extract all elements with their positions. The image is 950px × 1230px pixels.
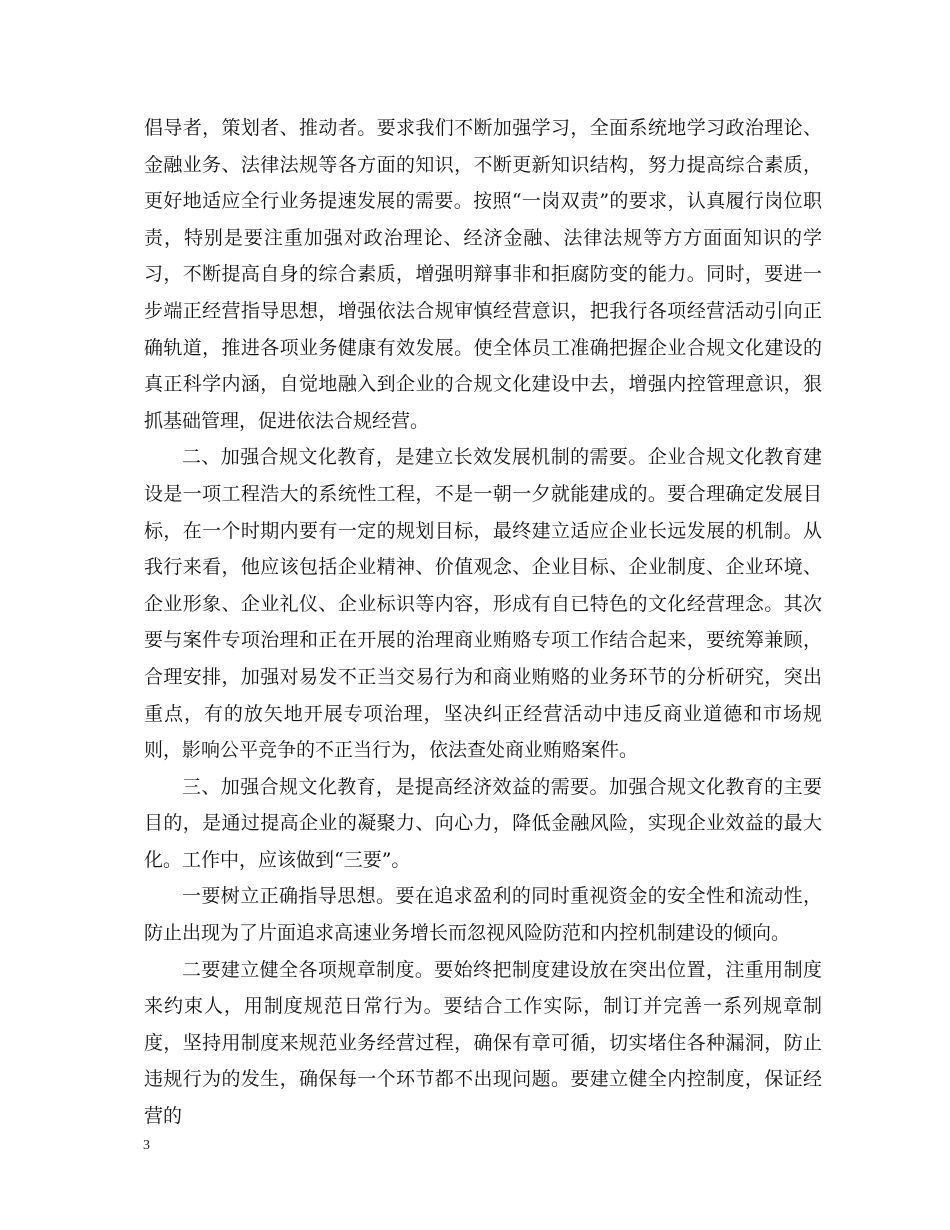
paragraph-point-one: 一要树立正确指导思想。要在追求盈利的同时重视资金的安全性和流动性，防止出现为了片面追求高速业务增长而忽视风险防范和内控机制建设的倾向。 — [144, 885, 822, 945]
page-number: 3 — [143, 1138, 150, 1153]
document-body — [144, 110, 822, 1135]
paragraph-section-two: 二、加强合规文化教育，是建立长效发展机制的需要。企业合规文化教育建设是一项工程浩大的系统性工程，不是一朝一夕就能建成的。要合理确定发展目标，在一个时期内要有一定的规划目标，最终建立适应企业长远发展的机制。从我行来看，他应该包括企业精神、价值观念、企业目标、企业制度、企业环境、企业形象、企业礼仪、企业标识等内容，形成有自已特色的文化经营理念。其次要与案件专项治理和正在开展的治理商业贿赂专项工作结合起来，要统筹兼顾，合理安排，加强对易发不正当交易行为和商业贿赂的业务环节的分析研究，突出重点，有的放矢地开展专项治理，坚决纠正经营活动中违反商业道德和市场规则，影响公平竞争的不正当行为，依法查处商业贿赂案件。 — [144, 446, 822, 762]
paragraph-section-three: 三、加强合规文化教育，是提高经济效益的需要。加强合规文化教育的主要目的，是通过提高企业的凝聚力、向心力，降低金融风险，实现企业效益的最大化。工作中，应该做到“三要”。 — [144, 775, 822, 871]
paragraph-point-two: 二要建立健全各项规章制度。要始终把制度建设放在突出位置，注重用制度来约束人，用制度规范日常行为。要结合工作实际，制订并完善一系列规章制度，坚持用制度来规范业务经营过程，确保有章可循，切实堵住各种漏洞，防止违规行为的发生，确保每一个环节都不出现问题。要建立健全内控制度，保证经营的 — [144, 958, 822, 1128]
paragraph-continuation: 倡导者，策划者、推动者。要求我们不断加强学习，全面系统地学习政治理论、金融业务、法律法规等各方面的知识，不断更新知识结构，努力提高综合素质，更好地适应全行业务提速发展的需要。按照“一岗双责”的要求，认真履行岗位职责，特别是要注重加强对政治理论、经济金融、法律法规等方方面面知识的学习，不断提高自身的综合素质，增强明辩事非和拒腐防变的能力。同时，要进一步端正经营指导思想，增强依法合规审慎经营意识，把我行各项经营活动引向正确轨道，推进各项业务健康有效发展。使全体员工准确把握企业合规文化建设的真正科学内涵，自觉地融入到企业的合规文化建设中去，增强内控管理意识，狠抓基础管理，促进依法合规经营。 — [144, 117, 822, 432]
